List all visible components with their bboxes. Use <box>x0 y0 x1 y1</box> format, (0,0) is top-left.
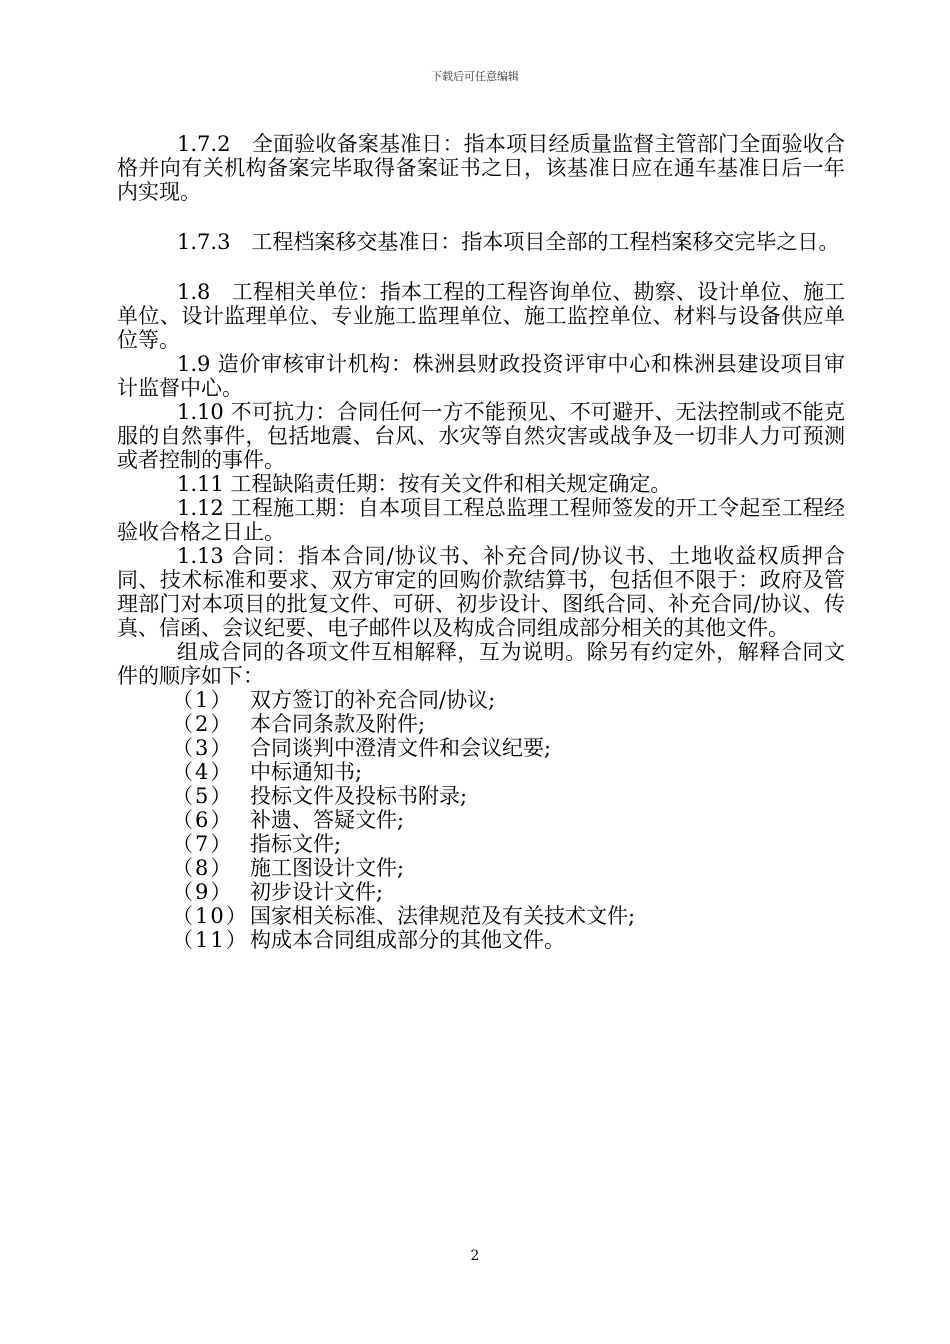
list-item <box>117 736 845 760</box>
list-item <box>117 832 845 856</box>
list-item-text: 双方签订的补充合同/协议; <box>250 688 496 712</box>
paragraph-1-9: 1.9 造价审核审计机构：株洲县财政投资评审中心和株洲县建设项目审计监督中心。 <box>117 352 845 400</box>
list-item <box>117 808 845 832</box>
page-number: 2 <box>470 1248 480 1264</box>
list-item <box>117 784 845 808</box>
list-item-number: （6） <box>172 808 234 832</box>
paragraph-1-10: 1.10 不可抗力：合同任何一方不能预见、不可避开、无法控制或不能克服的自然事件，包括地震、台风、水灾等自然灾害或战争及一切非人力可预测或者控制的事件。 <box>117 400 845 472</box>
list-item-number: （8） <box>172 856 234 880</box>
list-item-text: 国家相关标准、法律规范及有关技术文件; <box>250 904 636 928</box>
paragraph-1-8: 1.8 工程相关单位：指本工程的工程咨询单位、勘察、设计单位、施工单位、设计监理单位、专业施工监理单位、施工监控单位、材料与设备供应单位等。 <box>117 280 845 352</box>
page-header: 下载后可任意编辑 <box>431 70 519 83</box>
paragraph-1-11: 1.11 工程缺陷责任期：按有关文件和相关规定确定。 <box>177 472 672 496</box>
list-item-number: （1） <box>172 688 234 712</box>
list-item-number: （4） <box>172 760 234 784</box>
list-item <box>117 904 845 928</box>
document-order-list <box>117 688 845 952</box>
list-item-text: 构成本合同组成部分的其他文件。 <box>250 928 565 952</box>
list-item-text: 本合同条款及附件; <box>250 712 426 736</box>
list-item-text: 合同谈判中澄清文件和会议纪要; <box>250 736 552 760</box>
list-item-text: 补遗、答疑文件; <box>250 808 405 832</box>
list-item-number: （2） <box>172 712 234 736</box>
list-item <box>117 688 845 712</box>
list-item-text: 投标文件及投标书附录; <box>250 784 468 808</box>
list-item-number: （3） <box>172 736 234 760</box>
document-body <box>117 132 845 952</box>
paragraph-1-13: 1.13 合同：指本合同/协议书、补充合同/协议书、土地收益权质押合同、技术标准和要求、双方审定的回购价款结算书，包括但不限于：政府及管理部门对本项目的批复文件、可研、初步设计、图纸合同、补充合同/协议、传真、信函、会议纪要、电子邮件以及构成合同组成部分相关的其他文件。 <box>117 544 845 640</box>
list-item-text: 初步设计文件; <box>250 880 384 904</box>
list-item-number: （7） <box>172 832 234 856</box>
list-item-number: （10） <box>172 904 249 928</box>
list-item <box>117 856 845 880</box>
list-item-text: 指标文件; <box>250 832 342 856</box>
list-item-number: （11） <box>172 928 249 952</box>
list-item-text: 施工图设计文件; <box>250 856 405 880</box>
list-item-number: （9） <box>172 880 234 904</box>
list-item <box>117 712 845 736</box>
paragraph-1-7-3: 1.7.3 工程档案移交基准日：指本项目全部的工程档案移交完毕之日。 <box>177 230 840 254</box>
list-item-text: 中标通知书; <box>250 760 363 784</box>
list-item <box>117 880 845 904</box>
list-item-number: （5） <box>172 784 234 808</box>
paragraph-1-7-2: 1.7.2 全面验收备案基准日：指本项目经质量监督主管部门全面验收合格并向有关机构备案完毕取得备案证书之日，该基准日应在通车基准日后一年内实现。 <box>117 132 845 204</box>
list-item <box>117 928 845 952</box>
paragraph-1-12: 1.12 工程施工期：自本项目工程总监理工程师签发的开工令起至工程经验收合格之日止。 <box>117 496 845 544</box>
paragraph-order-intro: 组成合同的各项文件互相解释，互为说明。除另有约定外，解释合同文件的顺序如下： <box>117 640 845 688</box>
list-item <box>117 760 845 784</box>
